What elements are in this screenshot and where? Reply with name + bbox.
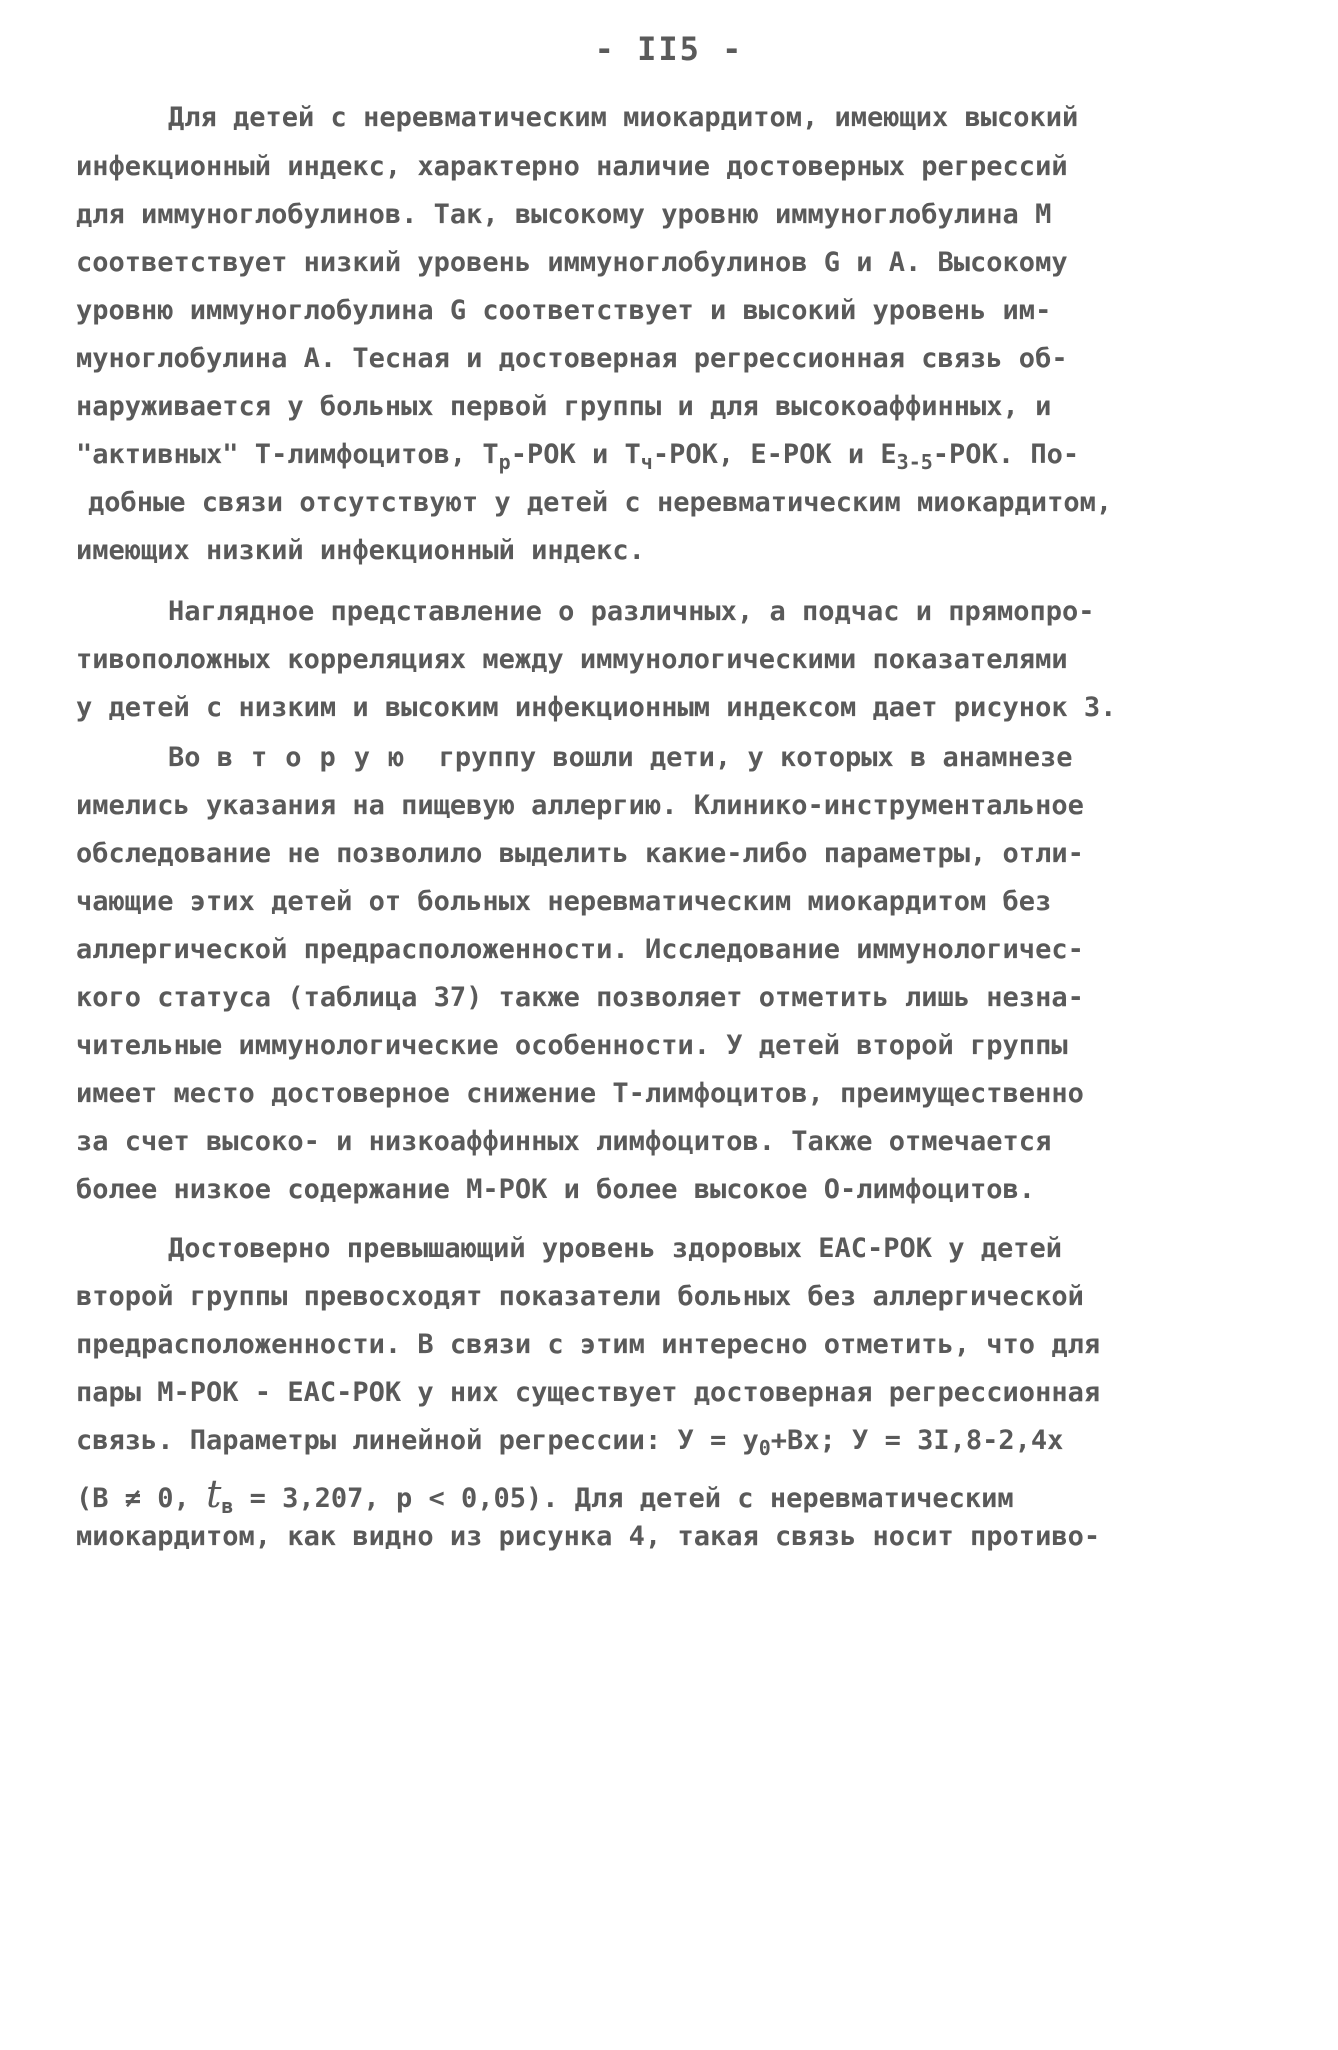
text-line: миокардитом, как видно из рисунка 4, такая связь носит противо-: [76, 1521, 1101, 1552]
text-line: чающие этих детей от больных неревматическим миокардитом без: [76, 886, 1052, 917]
page-number: - II5 -: [594, 30, 744, 68]
text-line-spaced: Во вторую группу вошли дети, у которых в анамнезе: [168, 742, 1073, 773]
text-line: соответствует низкий уровень иммуноглобулинов G и А. Высокому: [76, 247, 1068, 278]
text-line: предрасположенности. В связи с этим интересно отметить, что для: [76, 1329, 1101, 1360]
text-line: имеет место достоверное снижение Т-лимфоцитов, преимущественно: [76, 1078, 1084, 1109]
text-line: чительные иммунологические особенности. У детей второй группы: [76, 1030, 1068, 1061]
text-line: второй группы превосходят показатели больных без аллергической: [76, 1281, 1084, 1312]
text-segment: "активных" Т-лимфоцитов,: [76, 439, 467, 470]
text-line: кого статуса (таблица 37) также позволяет отметить лишь незна-: [76, 982, 1084, 1013]
text-line: добные связи отсутствуют у детей с неревматическим миокардитом,: [88, 487, 1113, 518]
text-line: более низкое содержание М-РОК и более высокое О-лимфоцитов.: [76, 1174, 1036, 1205]
text-line: Достоверно превышающий уровень здоровых ЕАС-РОК у детей: [168, 1233, 1063, 1264]
text-line: тивоположных корреляциях между иммунологическими показателями: [76, 644, 1068, 675]
text-line: аллергической предрасположенности. Исследование иммунологичес-: [76, 934, 1084, 965]
text-line: за счет высоко- и низкоаффинных лимфоцитов. Также отмечается: [76, 1126, 1052, 1157]
spaced-word: вторую: [216, 742, 423, 773]
text-line: у детей с низким и высоким инфекционным индексом дает рисунок 3.: [76, 692, 1117, 723]
text-line: имелись указания на пищевую аллергию. Клинико-инструментальное: [76, 790, 1084, 821]
text-line: Наглядное представление о различных, а подчас и прямопро-: [168, 596, 1095, 627]
text-line: обследование не позволило выделить какие-либо параметры, отли-: [76, 838, 1084, 869]
text-line: Для детей с неревматическим миокардитом, имеющих высокий: [168, 102, 1079, 133]
t-statistic-symbol: t: [206, 1472, 222, 1516]
text-line: муноглобулина А. Тесная и достоверная регрессионная связь об-: [76, 343, 1068, 374]
text-line-with-subscripts: "активных" Т-лимфоцитов, $Т_р$-РОК и $Т_ч$-РОК, Е-РОК и $Е_{3-5}$-РОК. По-: [76, 439, 1080, 474]
statistics-line: (В ≠ 0, $t_в = 3,207$, р < 0,05). Для детей с неревматическим: [76, 1472, 1014, 1518]
text-line: инфекционный индекс, характерно наличие достоверных регрессий: [76, 151, 1068, 182]
text-line: уровню иммуноглобулина G соответствует и высокий уровень им-: [76, 295, 1052, 326]
text-line: для иммуноглобулинов. Так, высокому уровню иммуноглобулина М: [76, 199, 1052, 230]
text-line: наруживается у больных первой группы и для высокоаффинных, и: [76, 391, 1052, 422]
regression-formula-line: связь. Параметры линейной регрессии: $У = у_0+Вх$; У = 3I,8-2,4х: [76, 1425, 1064, 1460]
text-line: имеющих низкий инфекционный индекс.: [76, 535, 645, 566]
text-line: пары М-РОК - ЕАС-РОК у них существует достоверная регрессионная: [76, 1377, 1101, 1408]
